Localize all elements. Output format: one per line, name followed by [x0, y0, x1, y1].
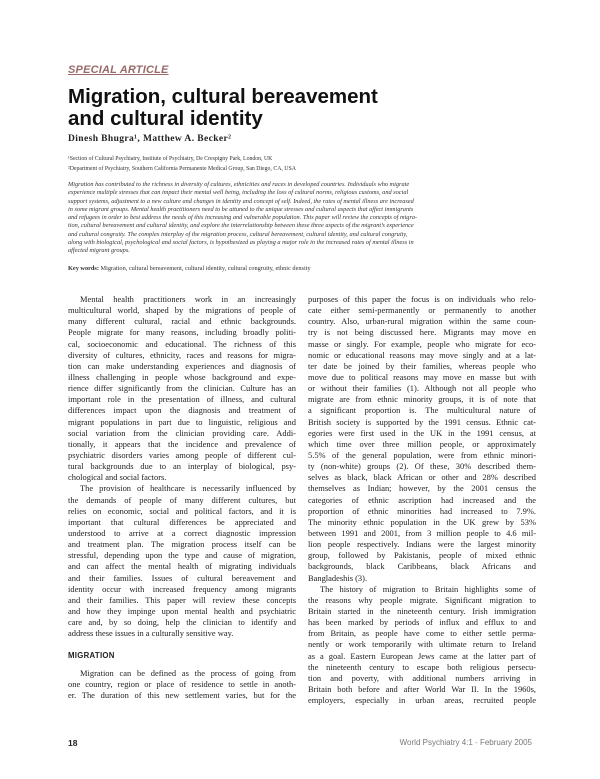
issue-date: February 2005 [479, 738, 532, 747]
body-line: er. The duration of this new settlement varies, but for the [68, 689, 296, 700]
keywords-label: Key words: [68, 265, 99, 272]
keywords-text: Migration, cultural bereavement, cultural identity, cultural congruity, ethnic density [98, 265, 311, 272]
body-line: categories of ethnic ascription had increased and the [308, 494, 536, 505]
body-line: and their families. This paper will review these concepts [68, 594, 296, 605]
body-line: as a goal. Eastern European Jews came at the latter part of [308, 650, 536, 661]
body-line: address these issues in a culturally sensitive way. [68, 628, 234, 639]
body-line: backgrounds, black Caribbeans, black Africans and [308, 561, 536, 572]
affiliation-1: ¹Section of Cultural Psychiatry, Institute of Psychiatry, De Crespigny Park, London, UK [68, 156, 273, 162]
body-line: Britain both before and after World War II. In the 1960s, [308, 683, 536, 694]
body-line: and their families. Issues of cultural bereavement and [68, 572, 296, 583]
keywords [68, 265, 311, 272]
body-line: a significant proportion is. The multicultural nature of [308, 405, 536, 416]
paragraph [308, 584, 536, 707]
journal-footer [400, 738, 532, 747]
body-line: multicultural world, shaped by the migrations of people of [68, 305, 296, 316]
body-line: the nineteenth century to escape both religious persecu- [308, 661, 536, 672]
abstract-line: and refugees in order to best address the needs of this increasing and vulnerable population. This paper will review the concepts of migra- [68, 214, 418, 221]
body-line: try is not being discussed here. Migrants may move en [308, 327, 536, 338]
body-line: ty (non-white) groups (2). Of these, 30% described them- [308, 461, 536, 472]
body-line: stressful, depending upon the type and cause of migration, [68, 550, 296, 561]
title-line: and cultural identity [68, 107, 263, 130]
abstract-line: support systems, adjustment to a new culture and changes in identity and concept of self. Indeed, the rates of mental illness are increased [68, 197, 414, 205]
body-line: tion and poverty, with additional numbers arriving in [308, 672, 536, 683]
body-line: migrate are from ethnic minority groups, it is of note that [308, 394, 536, 405]
body-line: proportion of ethnic minorities had increased to 7.9%. [308, 505, 536, 516]
body-line: Migration can be defined as the process of going from [80, 667, 296, 678]
abstract-line: along with biological, psychological and social factors, is hypothesized as playing a major role in the increased rates of mental illness in [68, 238, 414, 246]
abstract-line: Migration has contributed to the richness in diversity of cultures, ethnicities and races in developed countries. Individuals who migrate [68, 181, 410, 188]
body-line: which time over three million people, or approximately [308, 438, 536, 449]
body-line: from Britain, as people have come to either settle perma- [308, 628, 536, 639]
body-line: nently or work temporarily with ultimate return to Ireland [308, 639, 536, 650]
body-line: the demands of people of many different cultures, but [68, 494, 296, 505]
footer-separator: - [472, 738, 480, 747]
paragraph [68, 294, 296, 483]
body-column-left [68, 294, 296, 701]
body-line: migrant populations in part due to linguistic, religious and [68, 416, 296, 427]
body-line: British society is supported by the 1991 census. Ethnic cat- [308, 416, 536, 427]
body-line: People migrate for many reasons, including broadly politi- [68, 327, 296, 338]
body-line: tural backgrounds due to an interplay of biological, psy- [68, 461, 296, 472]
section-gap [68, 639, 296, 650]
body-line: cate either semi-permanently or permanently to another [308, 305, 536, 316]
body-line: and how they impinge upon mental health and psychiatric [68, 605, 296, 616]
section-label: SPECIAL ARTICLE [68, 64, 169, 76]
body-line: important role in the presentation of illness, and cultural [68, 394, 296, 405]
body-line: The history of migration to Britain highlights some of [320, 583, 536, 594]
body-line: one country, region or place of residence to settle in anoth- [68, 678, 296, 689]
body-line: masse or singly. For example, people who migrate for eco- [308, 338, 536, 349]
body-line: country. Also, urban-rural migration within the same coun- [308, 316, 536, 327]
body-line: The provision of healthcare is necessarily influenced by [80, 483, 296, 494]
abstract-line: tion, cultural bereavement and cultural identity, and explore the interrelationship between these three aspects of the migrant’s experience [68, 222, 414, 230]
body-line: The minority ethnic population in the UK grew by 53% [308, 516, 536, 527]
body-line: illness challenging in people whose background and expe- [68, 371, 296, 382]
body-line: psychiatric disorders varies among people of different cul- [68, 449, 296, 460]
body-line: employers, especially in urban areas, recruited people [308, 695, 536, 706]
title-line: Migration, cultural bereavement [68, 85, 378, 108]
page-number: 18 [68, 738, 78, 748]
body-line: cal, socioeconomic and educational. The richness of this [68, 338, 296, 349]
body-line: the reasons why people migrate. Significant migration to [308, 594, 536, 605]
body-line: important that cultural differences be appreciated and [68, 516, 296, 527]
abstract-line: and cultural congruity. The complex interplay of the migration process, cultural bereavement, cultural identity, and cultural congruity, [68, 230, 408, 238]
body-line: tion can make understanding experiences and diagnosis of [68, 360, 296, 371]
body-line: tionally, it appears that the incidence and prevalence of [68, 438, 296, 449]
body-line: 5.5% of the general population, were from ethnic minori- [308, 449, 536, 460]
paragraph [308, 294, 536, 584]
body-line: chological and social factors. [68, 472, 167, 483]
body-line: rience differ significantly from the clinician. Culture has an [68, 383, 296, 394]
body-line: and can affect the mental health of migrating individuals [68, 561, 296, 572]
paragraph [68, 483, 296, 639]
body-line: selves as black, black African or other and 28% described [308, 472, 536, 483]
abstract-line: affected migrant groups. [68, 247, 130, 254]
body-line: group, followed by Pakistanis, people of mixed ethnic [308, 550, 536, 561]
body-line: many different cultural, racial and ethnic backgrounds. [68, 316, 296, 327]
body-line: social variation from the clinician providing care. Addi- [68, 427, 296, 438]
abstract [68, 181, 536, 255]
affiliation-2: ²Department of Psychiatry, Southern California Permanente Medical Group, San Diego, CA, USA [68, 166, 296, 172]
author-list: Dinesh Bhugra¹, Matthew A. Becker² [68, 134, 232, 144]
section-heading: MIGRATION [68, 651, 115, 661]
body-line: and treatment plan. The migration process itself can be [68, 539, 296, 550]
body-line: egories were first used in the UK in the 1991 census, at [308, 427, 536, 438]
abstract-line: in some migrant groups. Mental health practitioners need to be attuned to the unique stresses and cultural aspects that affect immigrants [68, 205, 414, 213]
body-line: or without their families (1). Although not all people who [308, 383, 536, 394]
article-title [68, 86, 488, 130]
body-line: diversity of cultures, ethnicity, races and reasons for migra- [68, 349, 296, 360]
abstract-line: experience multiple stresses that can impact their mental well being, including the loss of cultural norms, religious customs, and social [68, 189, 409, 197]
body-line: Britain started in the nineteenth century. Irish immigration [308, 605, 536, 616]
body-line: move due to political reasons may move en masse but with [308, 371, 536, 382]
body-line: relies on economic, social and political factors, and it is [68, 505, 296, 516]
body-line: between 1991 and 2001, from 3 million people to 4.6 mil- [308, 527, 536, 538]
body-line: lion people respectively. Indians were the largest minority [308, 539, 536, 550]
body-line: differences impact upon the diagnosis and treatment of [68, 405, 296, 416]
body-line: identity occur with increased frequency among migrants [68, 583, 296, 594]
body-line: has been marked by periods of influx and efflux to and [308, 617, 536, 628]
paragraph [68, 668, 296, 701]
journal-name: World Psychiatry 4:1 [399, 738, 473, 747]
body-line: themselves as Indian; however, by the 2001 census the [308, 483, 536, 494]
body-line: ter date be joined by their families, whereas people who [308, 360, 536, 371]
body-line: nomic or educational reasons may move singly and at a lat- [308, 349, 536, 360]
body-column-right [308, 294, 536, 706]
body-line: Bangladeshis (3). [308, 572, 368, 583]
body-line: purposes of this paper the focus is on individuals who relo- [308, 294, 536, 304]
body-line: understood to arrive at a correct diagnostic impression [68, 527, 296, 538]
body-line: Mental health practitioners work in an increasingly [80, 294, 296, 304]
body-line: care and, by so doing, help the clinician to identify and [68, 617, 296, 628]
